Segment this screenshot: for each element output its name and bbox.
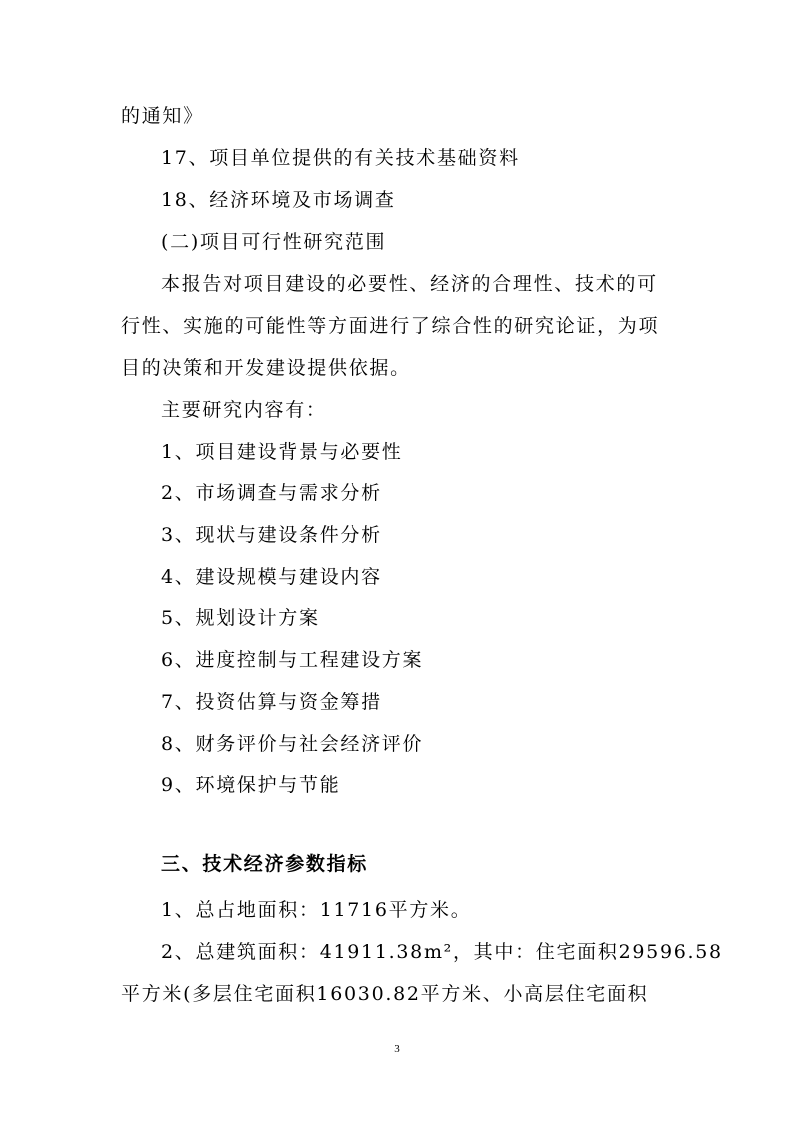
paragraph-line: 平方米(多层住宅面积16030.82平方米、小高层住宅面积 — [121, 983, 649, 1005]
text-line: 的通知》 — [121, 105, 204, 127]
list-item: 5、规划设计方案 — [161, 607, 320, 629]
paragraph-line: 行性、实施的可能性等方面进行了综合性的研究论证，为项 — [121, 315, 660, 337]
list-item: 1、项目建设背景与必要性 — [161, 441, 403, 463]
list-item: 8、财务评价与社会经济评价 — [161, 733, 424, 755]
paragraph-line: 2、总建筑面积：41911.38m²，其中：住宅面积29596.58 — [161, 941, 723, 963]
section-heading: 三、技术经济参数指标 — [161, 853, 369, 875]
paragraph-line: 1、总占地面积：11716平方米。 — [161, 899, 472, 921]
list-item: 3、现状与建设条件分析 — [161, 524, 382, 546]
section-subheading: (二)项目可行性研究范围 — [161, 231, 387, 253]
list-item: 2、市场调查与需求分析 — [161, 482, 382, 504]
list-item: 7、投资估算与资金筹措 — [161, 691, 382, 713]
list-item: 4、建设规模与建设内容 — [161, 566, 382, 588]
text-line: 主要研究内容有： — [161, 399, 327, 421]
list-item: 17、项目单位提供的有关技术基础资料 — [161, 147, 520, 169]
list-item: 9、环境保护与节能 — [161, 774, 341, 796]
list-item: 18、经济环境及市场调查 — [161, 189, 396, 211]
paragraph-line: 目的决策和开发建设提供依据。 — [121, 357, 411, 379]
page-number: 3 — [394, 1043, 400, 1055]
list-item: 6、进度控制与工程建设方案 — [161, 649, 424, 671]
paragraph-line: 本报告对项目建设的必要性、经济的合理性、技术的可 — [161, 273, 658, 295]
